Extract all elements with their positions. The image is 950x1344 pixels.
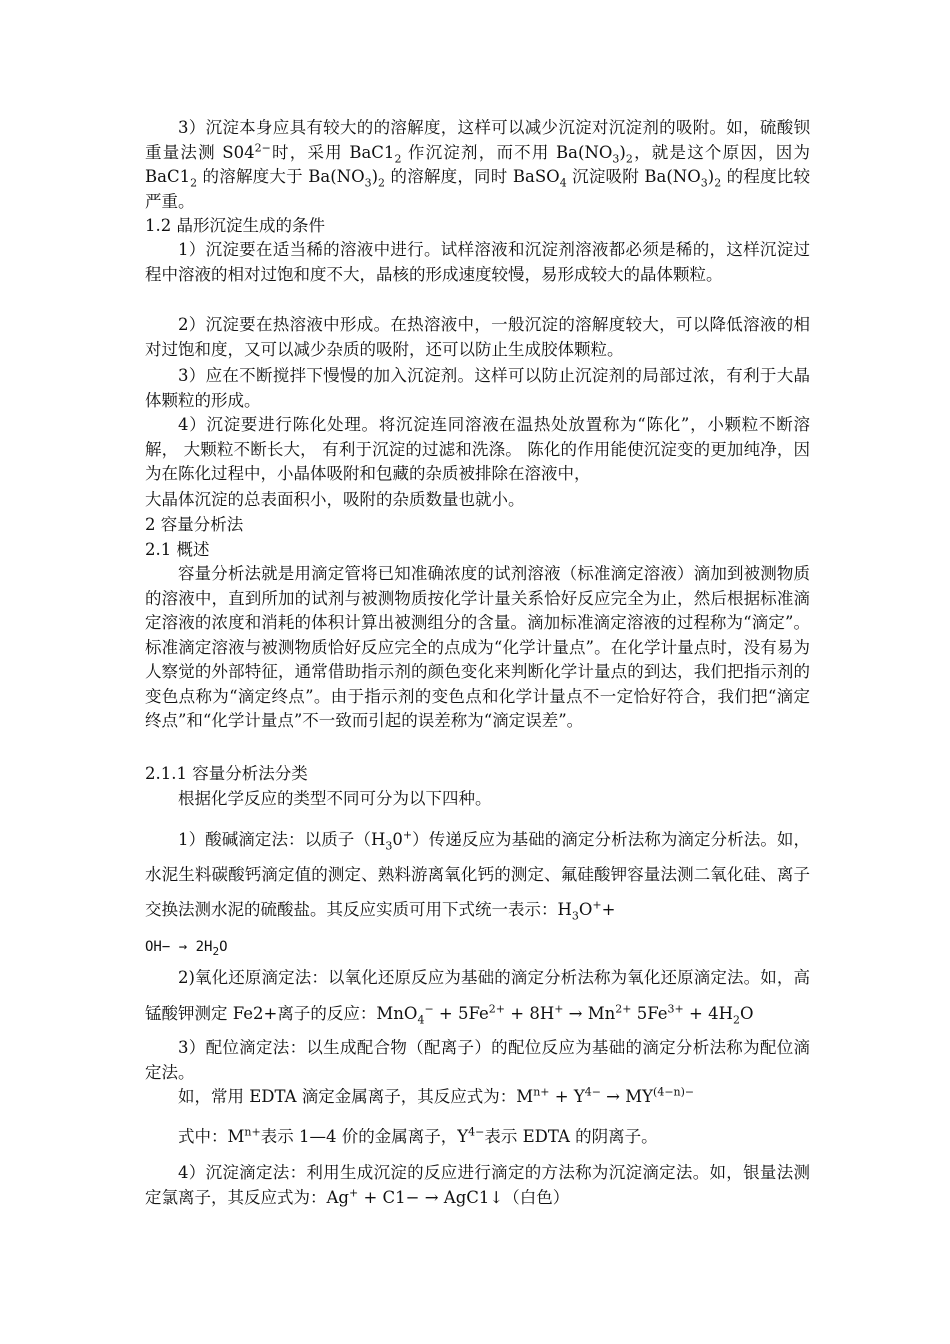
paragraph-dilute: 1）沉淀要在适当稀的溶液中进行。试样溶液和沉淀剂溶液都必须是稀的，这样沉淀过程中溶液的相对过饱和度不大，晶核的形成速度较慢，易形成较大的晶体颗粒。 (145, 240, 810, 284)
paragraph-precipitation-titration: 4）沉淀滴定法：利用生成沉淀的反应进行滴定的方法称为沉淀滴定法。如，银量法测定氯离子，其反应式为：Ag+ + C1− → AgC1↓（白色） (145, 1163, 810, 1207)
heading-1-2: 1.2 晶形沉淀生成的条件 (145, 216, 325, 235)
paragraph-where: 式中：$M^{n+}$表示 1—4 价的金属离子，$Y^{4-}$表示 EDTA 的阴离子。 (178, 1125, 658, 1146)
paragraph-four-types: 根据化学反应的类型不同可分为以下四种。 (178, 789, 492, 808)
heading-2: 2 容量分析法 (145, 515, 244, 534)
heading-2-1: 2.1 概述 (145, 540, 210, 559)
paragraph-stir: 3）应在不断搅拌下慢慢的加入沉淀剂。这样可以防止沉淀剂的局部过浓，有利于大晶体颗粒的形成。 (145, 366, 810, 410)
paragraph-hot: 2）沉淀要在热溶液中形成。在热溶液中，一般沉淀的溶解度较大，可以降低溶液的相对过饱和度，又可以减少杂质的吸附，还可以防止生成胶体颗粒。 (145, 315, 810, 359)
paragraph-aging: 4）沉淀要进行陈化处理。将沉淀连同溶液在温热处放置称为“陈化”，小颗粒不断溶解， 大颗粒不断长大， 有利于沉淀的过滤和洗涤。 陈化的作用能使沉淀变的更加纯净，因为在陈化过程中，小晶体吸附和包藏的杂质被排除在溶液中， (145, 415, 810, 483)
paragraph-overview: 容量分析法就是用滴定管将已知准确浓度的试剂溶液（标准滴定溶液）滴加到被测物质的溶液中，直到所加的试剂与被测物质按化学计量关系恰好反应完全为止，然后根据标准滴定溶液的浓度和消耗的体积计算出被测组分的含量。滴加标准滴定溶液的过程称为“滴定”。标准滴定溶液与被测物质恰好反应完全的点成为“化学计量点”。在化学计量点时，没有易为人察觉的外部特征，通常借助指示剂的颜色变化来判断化学计量点的到达，我们把指示剂的变色点称为“滴定终点”。由于指示剂的变色点和化学计量点不一定恰好符合，我们把“滴定终点”和“化学计量点”不一致而引起的误差称为“滴定误差”。 (145, 564, 810, 730)
paragraph-acid-base: 1）酸碱滴定法：以质子$(H_30^+)$传递反应为基础的滴定分析法称为滴定分析法。如，水泥生料碳酸钙滴定值的测定、熟料游离氧化钙的测定、氟硅酸钾容量法测二氧化硅、离子交换法测水泥的硫酸盐。其反应实质可用下式统一表示：$H_3O^++$ (145, 828, 811, 923)
paragraph-edta: 如，常用 EDTA 滴定金属离子，其反应式为：$M^{n+} + Y^{4-} \to MY^{(4-n)-}$ (178, 1085, 695, 1106)
paragraph-solubility: 3）沉淀本身应具有较大的的溶解度，这样可以减少沉淀对沉淀剂的吸附。如，硫酸钡重量法测 $S04^{2-}$时，采用 $BaC1_2$ 作沉淀剂，而不用 $Ba(NO_3)_2$，就是这个原因，因为 $BaC1_2$ 的溶解度大于 $Ba(NO_3)_2$ 的溶解度，同时 BaSO$_4$ 沉淀吸附 $Ba(NO_3)_2$ 的程度比较严重。 (145, 118, 810, 211)
paragraph-aging-last-line: 大晶体沉淀的总表面积小，吸附的杂质数量也就小。 (145, 490, 525, 509)
paragraph-redox: 2)氧化还原滴定法：以氧化还原反应为基础的滴定分析法称为氧化还原滴定法。如，高锰酸钾测定 Fe2+离子的反应：$MnO_4^- + 5Fe^{2+} + 8H^+ \to Mn^{2+}$ $5Fe^{3+} + 4H_2O$ (145, 968, 810, 1027)
heading-2-1-1: 2.1.1 容量分析法分类 (145, 764, 308, 783)
equation-acid-base: $OH- \to 2H_2O$ (145, 939, 228, 958)
paragraph-complexometric: 3）配位滴定法：以生成配合物（配离子）的配位反应为基础的滴定分析法称为配位滴定法。 (145, 1038, 810, 1082)
